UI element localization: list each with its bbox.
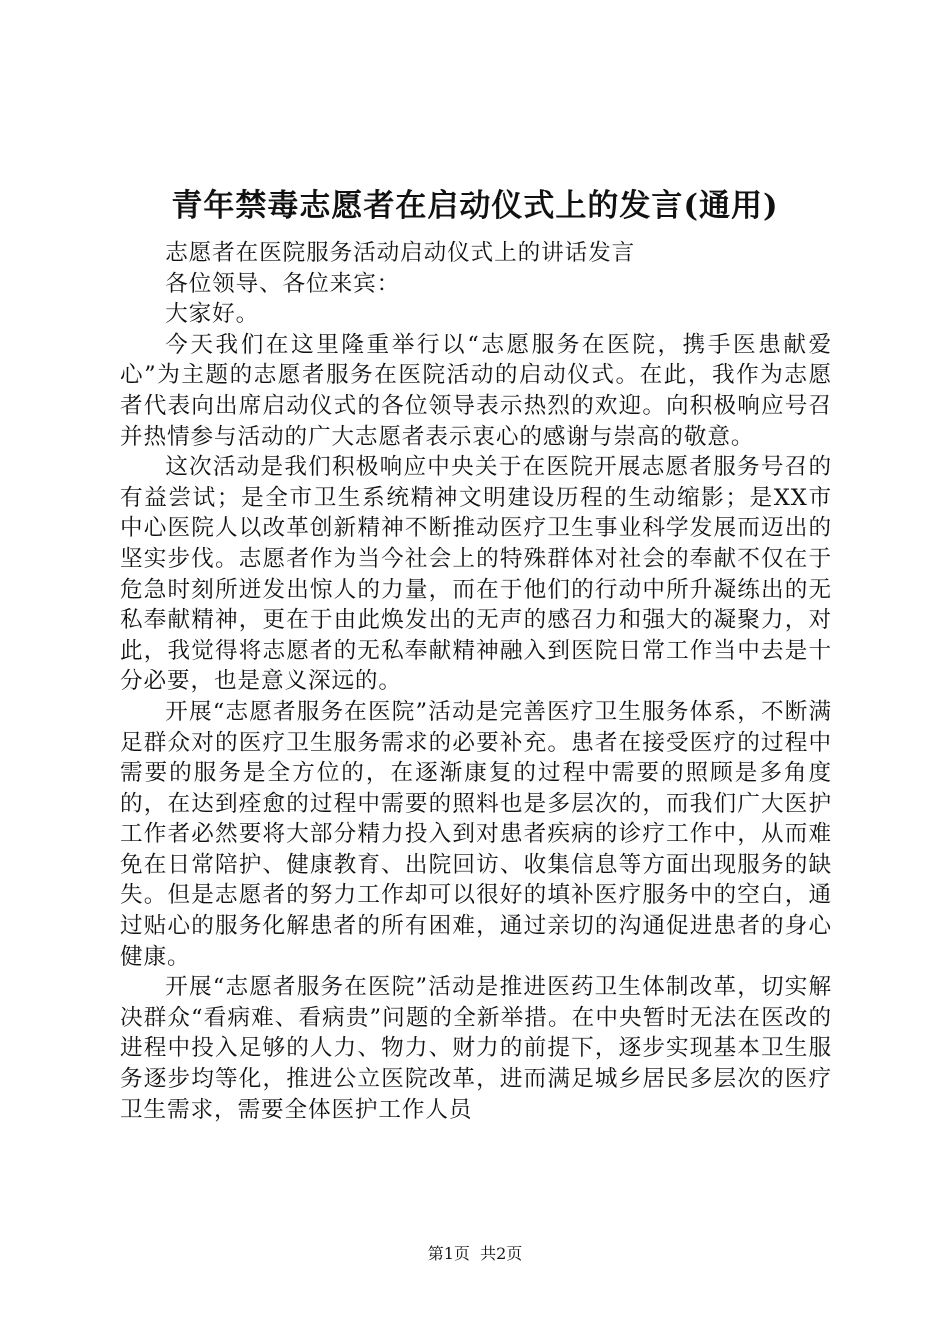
paragraph-body: 这次活动是我们积极响应中央关于在医院开展志愿者服务号召的有益尝试；是全市卫生系统精神文明建设历程的生动缩影；是XX市中心医院人以改革创新精神不断推动医疗卫生事业科学发展而迈出的坚实步伐。志愿者作为当今社会上的特殊群体对社会的奉献不仅在于危急时刻所迸发出惊人的力量，而在于他们的行动中所升凝练出的无私奉献精神，更在于由此焕发出的无声的感召力和强大的凝聚力，对此，我觉得将志愿者的无私奉献精神融入到医院日常工作当中去是十分必要，也是意义深远的。 — [120, 454, 832, 695]
page-footer — [0, 1244, 950, 1264]
paragraph-greeting: 大家好。 — [165, 301, 260, 328]
paragraph-body: 今天我们在这里隆重举行以“志愿服务在医院，携手医患献爱心”为主题的志愿者服务在医院活动的启动仪式。在此，我作为志愿者代表向出席启动仪式的各位领导表示热烈的欢迎。向积极响应号召并热情参与活动的广大志愿者表示衷心的感谢与崇高的敬意。 — [120, 331, 832, 450]
paragraph-body: 开展“志愿者服务在医院”活动是推进医药卫生体制改革，切实解决群众“看病难、看病贵”问题的全新举措。在中央暂时无法在医改的进程中投入足够的人力、物力、财力的前提下，逐步实现基本卫生服务逐步均等化，推进公立医院改革，进而满足城乡居民多层次的医疗卫生需求，需要全体医护工作人员 — [120, 974, 832, 1123]
paragraph-salutation: 各位领导、各位来宾： — [165, 270, 401, 297]
page-number-label: 第1页 共2页 — [427, 1244, 523, 1263]
document-body — [120, 238, 832, 1125]
paragraph-subtitle: 志愿者在医院服务活动启动仪式上的讲话发言 — [165, 240, 636, 266]
paragraph-body: 开展“志愿者服务在医院”活动是完善医疗卫生服务体系，不断满足群众对的医疗卫生服务需求的必要补充。患者在接受医疗的过程中需要的服务是全方位的，在逐渐康复的过程中需要的照顾是多角度的，在达到痊愈的过程中需要的照料也是多层次的，而我们广大医护工作者必然要将大部分精力投入到对患者疾病的诊疗工作中，从而难免在日常陪护、健康教育、出院回访、收集信息等方面出现服务的缺失。但是志愿者的努力工作却可以很好的填补医疗服务中的空白，通过贴心的服务化解患者的所有困难，通过亲切的沟通促进患者的身心健康。 — [120, 698, 832, 970]
document-title: 青年禁毒志愿者在启动仪式上的发言(通用) — [171, 188, 779, 224]
